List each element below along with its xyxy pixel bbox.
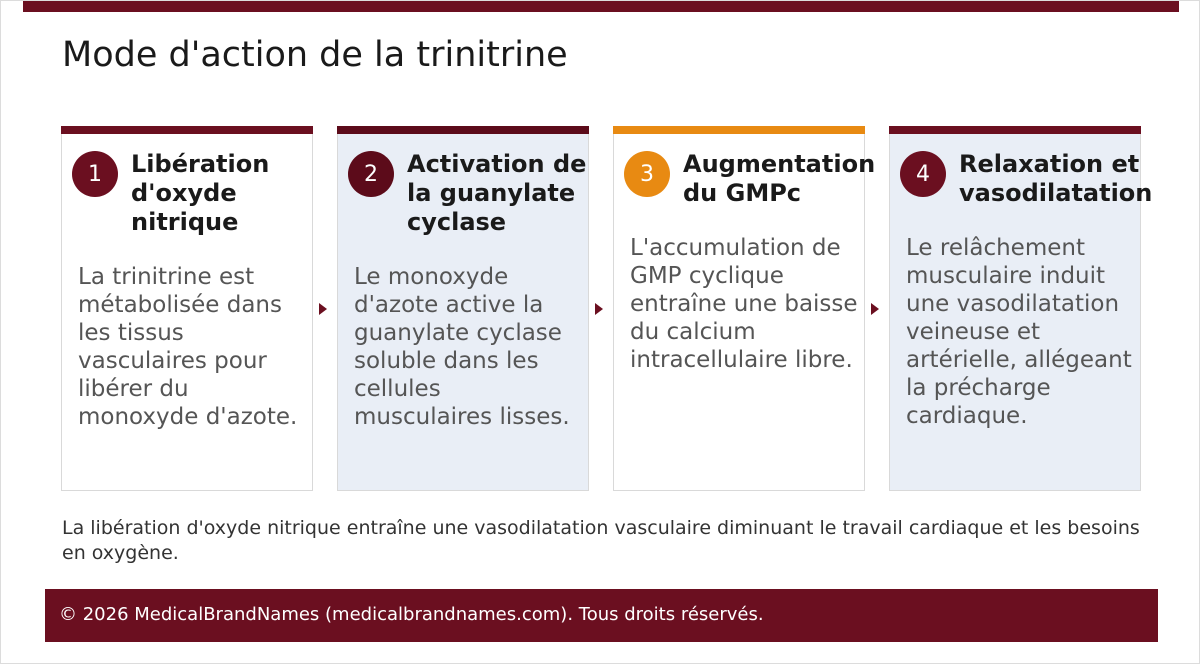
step-title: Libération d'oxyde nitrique	[131, 150, 270, 236]
arrow-right-icon	[595, 303, 603, 315]
copyright-text: © 2026 MedicalBrandNames (medicalbrandnames.com). Tous droits réservés.	[59, 604, 764, 625]
step-card-accent-bar	[337, 126, 589, 134]
step-description: Le monoxyde d'azote active la guanylate cyclase soluble dans les cellules musculaires lisses.	[354, 264, 570, 430]
step-number-badge: 2	[348, 151, 394, 197]
step-number-badge: 3	[624, 151, 670, 197]
page-title: Mode d'action de la trinitrine	[62, 35, 568, 75]
step-title: Relaxation et vasodilatation	[959, 150, 1153, 207]
top-accent-bar	[23, 1, 1179, 12]
step-card-1	[61, 126, 313, 491]
arrow-right-icon	[871, 303, 879, 315]
step-title: Activation de la guanylate cyclase	[407, 150, 587, 236]
step-card-3	[613, 126, 876, 491]
step-description: Le relâchement musculaire induit une vasodilatation veineuse et artérielle, allégeant la précharge cardiaque.	[906, 235, 1132, 429]
arrow-right-icon	[319, 303, 327, 315]
step-title: Augmentation du GMPc	[683, 150, 876, 207]
step-card-2	[337, 126, 589, 491]
step-number-badge: 4	[900, 151, 946, 197]
step-description: La trinitrine est métabolisée dans les tissus vasculaires pour libérer du monoxyde d'azote.	[78, 264, 298, 430]
step-card-accent-bar	[889, 126, 1141, 134]
step-number-badge: 1	[72, 151, 118, 197]
footer-bar	[45, 589, 1158, 642]
summary-text: La libération d'oxyde nitrique entraîne une vasodilatation vasculaire diminuant le travail cardiaque et les besoins en oxygène.	[62, 517, 1140, 564]
step-card-accent-bar	[613, 126, 865, 134]
step-description: L'accumulation de GMP cyclique entraîne une baisse du calcium intracellulaire libre.	[630, 235, 858, 373]
step-card-accent-bar	[61, 126, 313, 134]
step-card-4	[889, 126, 1153, 491]
